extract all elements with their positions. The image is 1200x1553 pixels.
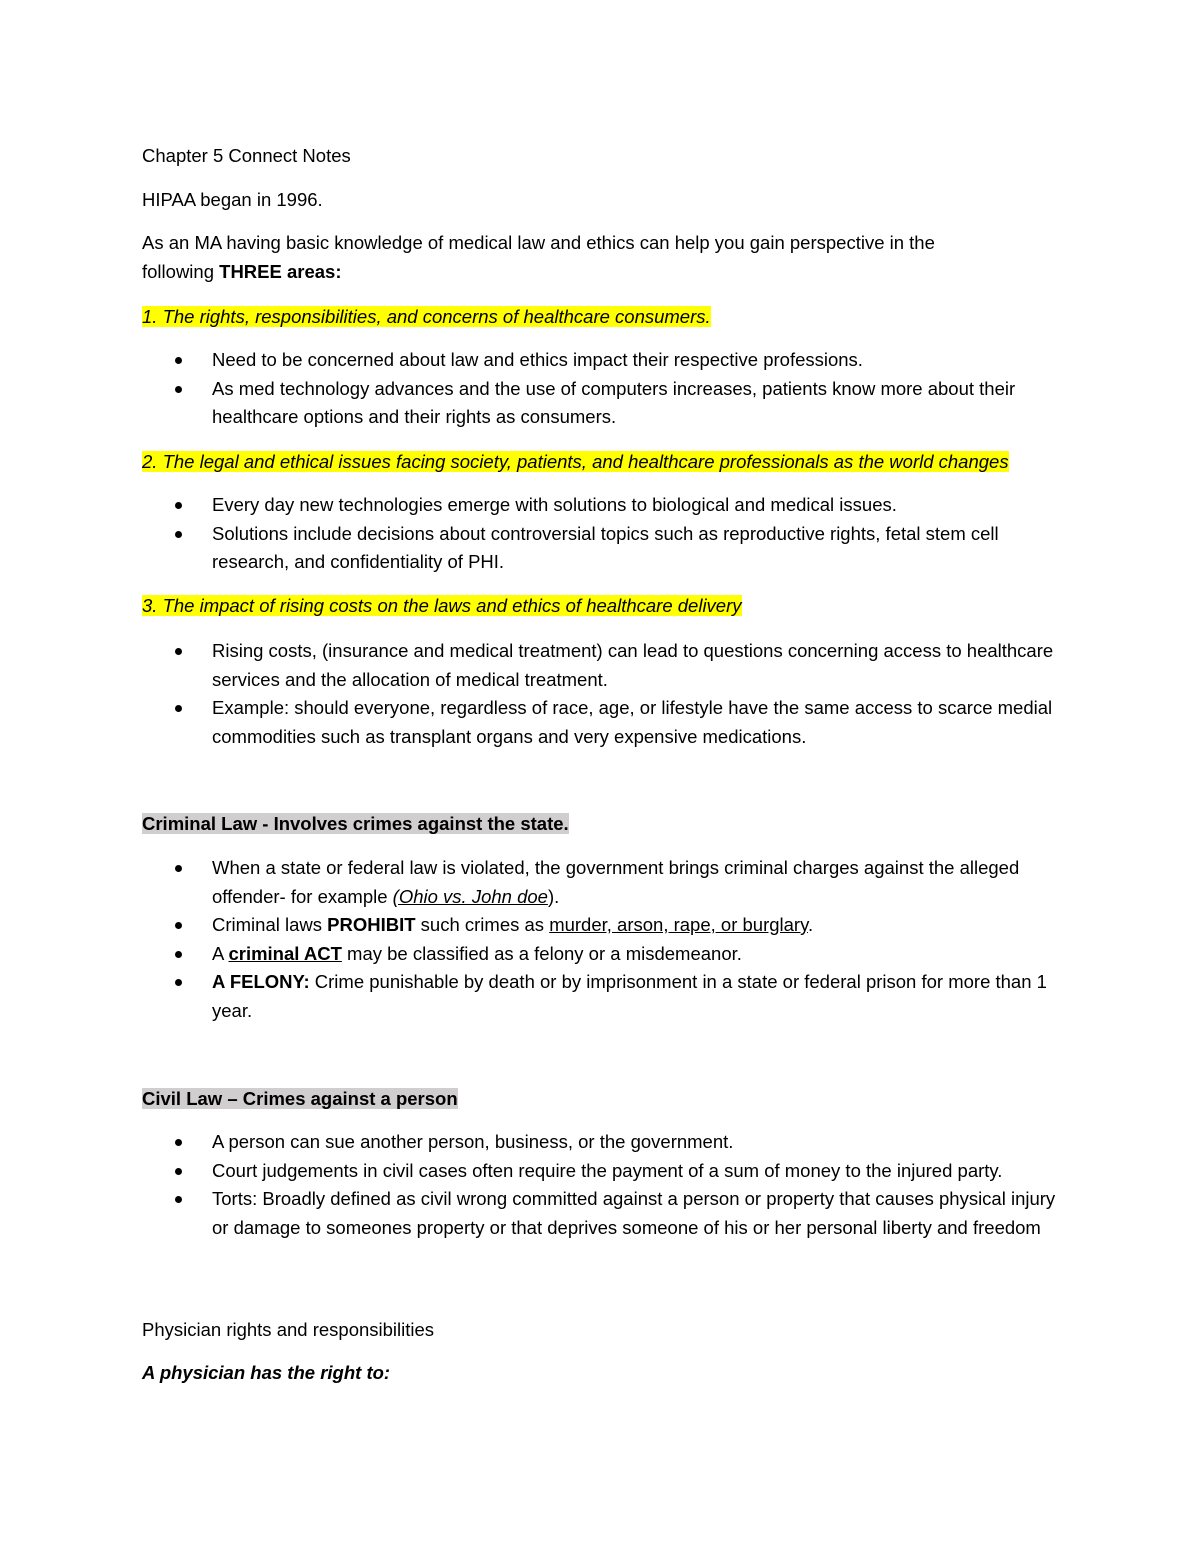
bullet-icon	[175, 951, 182, 958]
bullet-icon	[175, 1196, 182, 1203]
intro-line-1: As an MA having basic knowledge of medical law and ethics can help you gain perspective in the	[142, 232, 935, 253]
list-item: When a state or federal law is violated, the government brings criminal charges against the alleged offender- for example (Ohio vs. John doe).	[142, 854, 1062, 911]
list-item: Every day new technologies emerge with solutions to biological and medical issues.	[142, 491, 1062, 520]
area-1-list	[142, 346, 1062, 432]
bullet-icon	[175, 979, 182, 986]
criminal-law-heading: Criminal Law - Involves crimes against the state.	[142, 813, 569, 834]
bullet-icon	[175, 1168, 182, 1175]
civil-law-heading: Civil Law – Crimes against a person	[142, 1088, 458, 1109]
area-2-heading: 2. The legal and ethical issues facing society, patients, and healthcare professionals as the world changes	[142, 451, 1009, 472]
list-item: As med technology advances and the use of computers increases, patients know more about their healthcare options and their rights as consumers.	[142, 375, 1062, 432]
document-title: Chapter 5 Connect Notes	[142, 145, 351, 166]
list-item: Torts: Broadly defined as civil wrong committed against a person or property that causes physical injury or damage to someones property or that deprives someone of his or her personal liberty and freedom	[142, 1185, 1062, 1242]
list-item: Need to be concerned about law and ethics impact their respective professions.	[142, 346, 1062, 375]
list-item: Solutions include decisions about controversial topics such as reproductive rights, fetal stem cell research, and confidentiality of PHI.	[142, 520, 1062, 577]
area-3-list	[142, 637, 1062, 751]
bullet-icon	[175, 502, 182, 509]
intro-line-2: following THREE areas:	[142, 261, 342, 282]
list-item: A person can sue another person, business, or the government.	[142, 1128, 1062, 1157]
three-areas-label: THREE areas:	[219, 261, 342, 282]
crime-list: murder, arson, rape, or burglary	[549, 914, 808, 935]
civil-law-list	[142, 1128, 1062, 1242]
list-item: A criminal ACT may be classified as a felony or a misdemeanor.	[142, 940, 1062, 969]
list-item: Court judgements in civil cases often require the payment of a sum of money to the injured party.	[142, 1157, 1062, 1186]
bullet-icon	[175, 357, 182, 364]
list-item: Criminal laws PROHIBIT such crimes as murder, arson, rape, or burglary.	[142, 911, 1062, 940]
physician-heading: Physician rights and responsibilities	[142, 1319, 435, 1340]
list-item: Example: should everyone, regardless of race, age, or lifestyle have the same access to scarce medial commodities such as transplant organs and very expensive medications.	[142, 694, 1062, 751]
area-2-list	[142, 491, 1062, 577]
bullet-icon	[175, 922, 182, 929]
list-item: Rising costs, (insurance and medical treatment) can lead to questions concerning access to healthcare services and the allocation of medical treatment.	[142, 637, 1062, 694]
bullet-icon	[175, 386, 182, 393]
bullet-icon	[175, 1139, 182, 1146]
bullet-icon	[175, 531, 182, 538]
hipaa-line: HIPAA began in 1996.	[142, 189, 323, 210]
list-item: A FELONY: Crime punishable by death or by imprisonment in a state or federal prison for more than 1 year.	[142, 968, 1062, 1025]
area-3-heading: 3. The impact of rising costs on the laws and ethics of healthcare delivery	[142, 595, 742, 616]
physician-subheading: A physician has the right to:	[142, 1362, 391, 1383]
case-example: (Ohio vs. John doe	[392, 885, 548, 907]
bullet-icon	[175, 865, 182, 872]
criminal-law-list	[142, 854, 1062, 1025]
bullet-icon	[175, 705, 182, 712]
area-1-heading: 1. The rights, responsibilities, and concerns of healthcare consumers.	[142, 306, 711, 327]
bullet-icon	[175, 648, 182, 655]
